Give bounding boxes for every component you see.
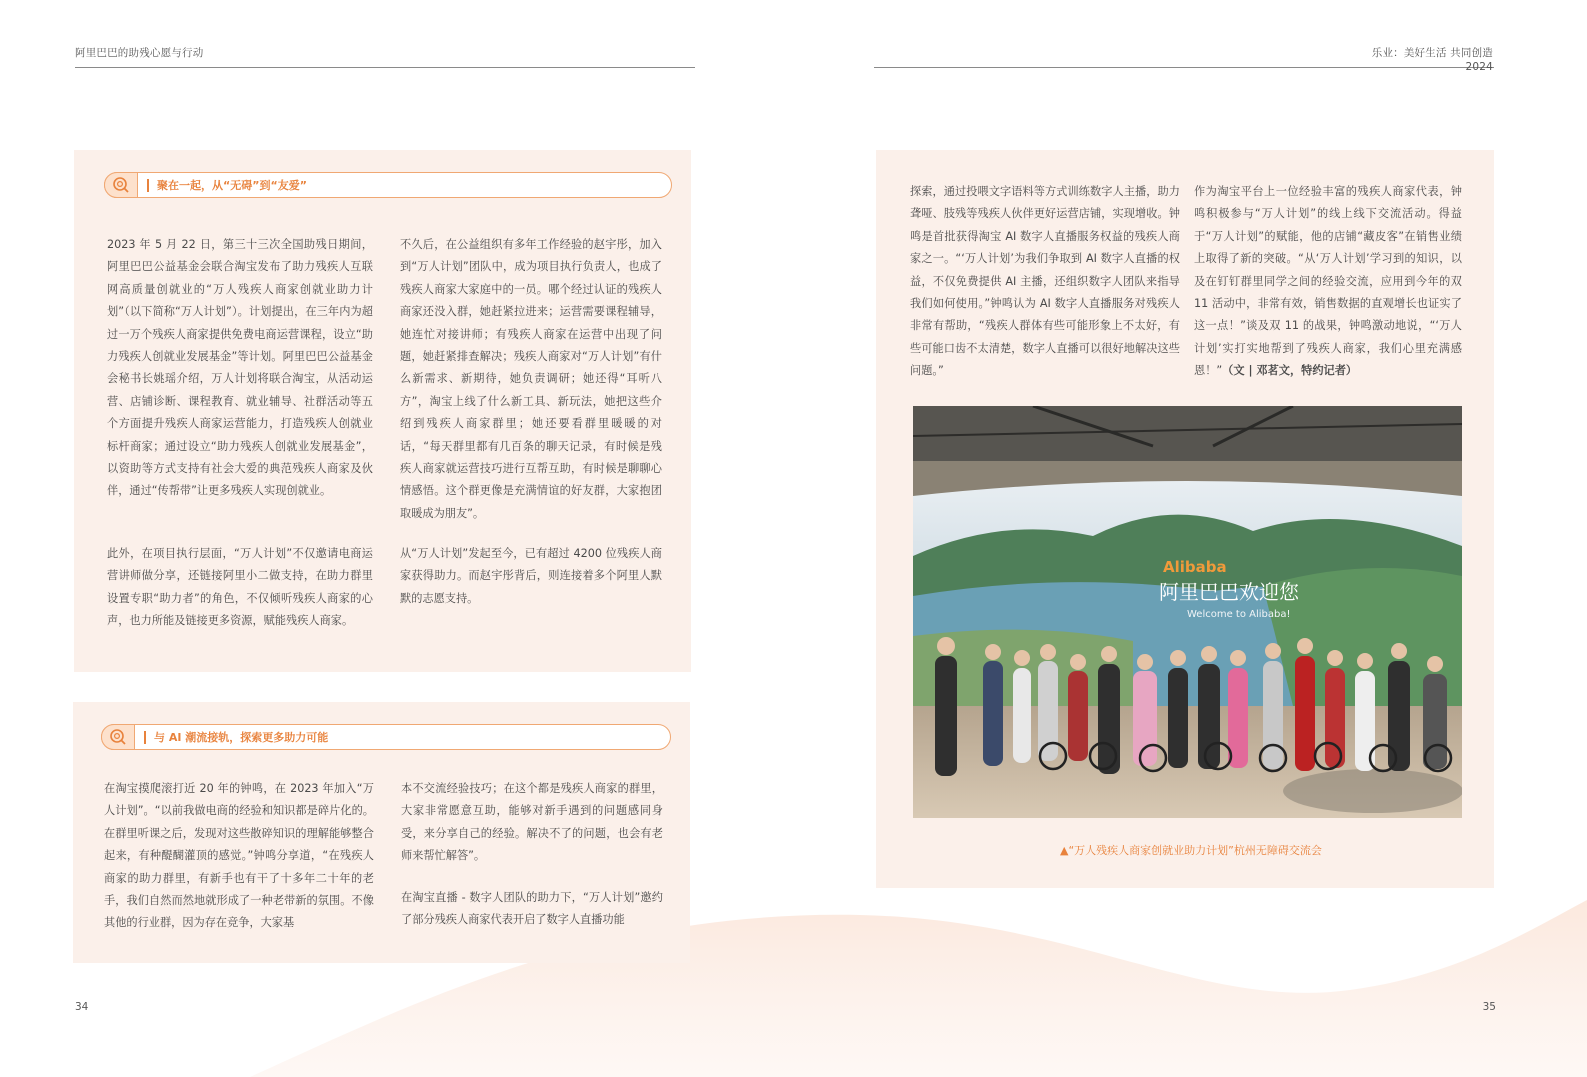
section-title: 与 AI 潮流接轨，探索更多助力可能 (154, 731, 329, 744)
screen-title: 阿里巴巴欢迎您 (1159, 580, 1299, 604)
right-header-rule (874, 67, 1494, 68)
left-running-header: 阿里巴巴的助残心愿与行动 (75, 47, 204, 59)
photo-caption: ▲“万人残疾人商家创就业助力计划”杭州无障碍交流会 (1060, 844, 1322, 857)
screen-subtitle: Welcome to Alibaba! (1187, 609, 1291, 620)
magnifier-icon (104, 172, 138, 198)
paragraph: 在淘宝直播 - 数字人团队的助力下，“万人计划”邀约了部分残疾人商家代表开启了数字人直播功能 (401, 891, 663, 927)
page-number-left: 34 (75, 1001, 89, 1013)
paragraph-text: 作为淘宝平台上一位经验丰富的残疾人商家代表，钟鸣积极参与“万人计划”的线上线下交流活动。得益于“万人计划”的赋能，他的店铺“藏皮客”在销售业绩上取得了新的突破。“从‘万人计划’学习到的知识，以及在钉钉群里同学之间的经验交流，应用到今年的双 11 活动中，非常有效，销售数据的直观增长也证实了这一点！”谈及双 11 的战果，钟鸣激动地说，“‘万人计划’实打实地帮到了残疾人商家，我们心里充满感恩！” (1194, 185, 1462, 378)
section-panel-2 (73, 702, 690, 963)
paragraph: 此外，在项目执行层面，“万人计划”不仅邀请电商运营讲师做分享，还链接阿里小二做支持，在助力群里设置专职“助力者”的角色，不仅倾听残疾人商家的心声，也力所能及链接更多资源，赋能残疾人商家。 (107, 547, 373, 628)
left-header-rule (75, 67, 695, 68)
section-title-bar (101, 724, 671, 750)
section-title-bar (104, 172, 672, 198)
paragraph: 探索，通过投喂文字语料等方式训练数字人主播，助力聋哑、肢残等残疾人伙伴更好运营店铺，实现增收。钟鸣是首批获得淘宝 AI 数字人直播服务权益的残疾人商家之一。“‘万人计划’为我们争取到 AI 数字人直播的权益，不仅免费提供 AI 主播，还组织数字人团队来指导我们如何使用。”钟鸣认为 AI 数字人直播服务对残疾人非常有帮助，“残疾人群体有些可能形象上不太好，有些可能口齿不太清楚，数字人直播可以很好地解决这些问题。” (910, 185, 1180, 378)
right-page-panel (876, 150, 1494, 888)
section-title: 聚在一起，从“无碍”到“友爱” (157, 179, 307, 192)
paragraph (1194, 181, 1462, 383)
paragraph: 本不交流经验技巧；在这个都是残疾人商家的群里，大家非常愿意互助，能够对新手遇到的问题感同身受，来分享自己的经验。解决不了的问题，也会有老师来帮忙解答”。 (401, 782, 663, 863)
group-photo-illustration (913, 406, 1462, 818)
paragraph: 2023 年 5 月 22 日，第三十三次全国助残日期间，阿里巴巴公益基金会联合淘宝发布了助力残疾人互联网高质量创就业的“万人残疾人商家创就业助力计划”（以下简称“万人计划”）。计划提出，在三年内为超过一万个残疾人商家提供免费电商运营课程，设立“助力残疾人创就业发展基金”等计划。阿里巴巴公益基金会秘书长姚瑶介绍，万人计划将联合淘宝，从活动运营、店铺诊断、课程教育、就业辅导、社群活动等五个方面提升残疾人商家运营能力，打造残疾人创就业标杆商家；通过设立“助力残疾人创就业发展基金”，以资助等方式支持有社会大爱的典范残疾人商家及伙伴，通过“传帮带”让更多残疾人实现创就业。 (107, 238, 373, 498)
title-divider (147, 179, 149, 192)
event-photo (913, 406, 1462, 818)
alibaba-logo: Alibaba (1163, 558, 1227, 576)
paragraph: 不久后，在公益组织有多年工作经验的赵宇彤，加入到“万人计划”团队中，成为项目执行负责人，也成了残疾人商家大家庭中的一员。哪个经过认证的残疾人商家还没入群，她赶紧拉进来；运营需要课程辅导，她连忙对接讲师；有残疾人商家在运营中出现了问题，她赶紧排查解决；残疾人商家对“万人计划”有什么新需求、新期待，她负责调研；她还得“耳听八方”，淘宝上线了什么新工具、新玩法，她把这些介绍到残疾人商家群里；她还要看群里暖暖的对话，“每天群里都有几百条的聊天记录，有时候是残疾人商家就运营技巧进行互帮互助，有时候是聊聊心情感悟。这个群更像是充满情谊的好友群，大家抱团取暖成为朋友”。 (400, 238, 662, 520)
title-divider (144, 731, 146, 744)
header-year: 2024 (1465, 61, 1493, 73)
author-credit: （文 | 邓茗文，特约记者） (1222, 364, 1358, 378)
paragraph: 从“万人计划”发起至今，已有超过 4200 位残疾人商家获得助力。而赵宇彤背后，则连接着多个阿里人默默的志愿支持。 (400, 547, 662, 605)
right-running-header: 乐业：美好生活 共同创造 (1371, 47, 1493, 59)
section-panel-1 (74, 150, 691, 672)
page-number-right: 35 (1482, 1001, 1496, 1013)
paragraph: 在淘宝摸爬滚打近 20 年的钟鸣，在 2023 年加入“万人计划”。“以前我做电商的经验和知识都是碎片化的。在群里听课之后，发现对这些散碎知识的理解能够整合起来，有种醍醐灌顶的感觉。”钟鸣分享道，“在残疾人商家的助力群里，有新手也有干了十多年二十年的老手，我们自然而然地就形成了一种老带新的氛围。不像其他的行业群，因为存在竞争，大家基 (104, 782, 374, 930)
magnifier-icon (101, 724, 135, 750)
